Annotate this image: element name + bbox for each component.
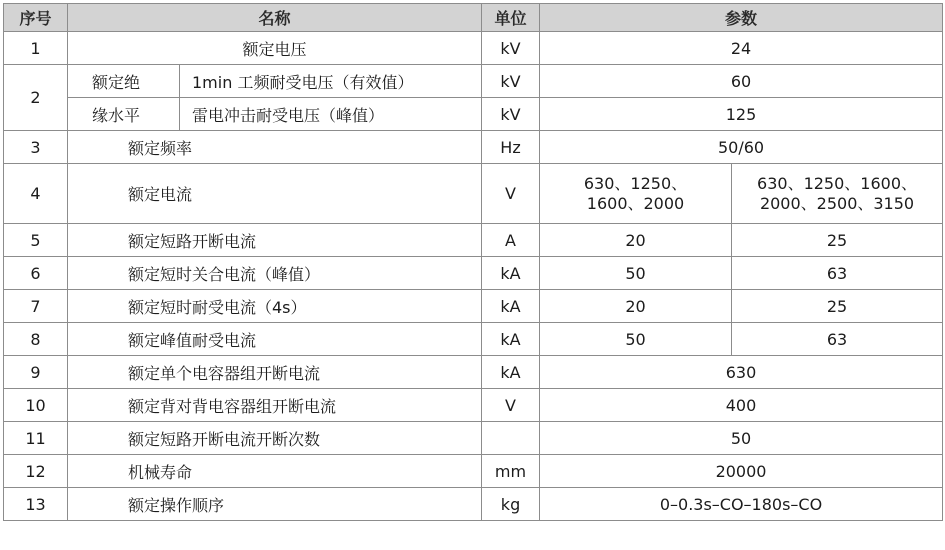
row-unit: V — [482, 164, 540, 224]
row-value: 125 — [540, 98, 943, 131]
row-name: 机械寿命 — [68, 455, 482, 488]
row-unit: Hz — [482, 131, 540, 164]
row-name: 额定单个电容器组开断电流 — [68, 356, 482, 389]
row-subname: 1min 工频耐受电压（有效值） — [180, 65, 482, 98]
row-no: 13 — [4, 488, 68, 521]
row-unit: A — [482, 224, 540, 257]
row-unit: kA — [482, 356, 540, 389]
row-value: 20000 — [540, 455, 943, 488]
table-row — [4, 488, 943, 521]
row-unit: mm — [482, 455, 540, 488]
row-group-label-line2: 缘水平 — [68, 98, 180, 131]
table-row — [4, 455, 943, 488]
row-unit: kV — [482, 65, 540, 98]
row-no: 6 — [4, 257, 68, 290]
header-params: 参数 — [540, 4, 943, 32]
header-no: 序号 — [4, 4, 68, 32]
table-row — [4, 65, 943, 98]
row-value-a: 20 — [540, 290, 732, 323]
row-value-a: 630、1250、 1600、2000 — [540, 164, 732, 224]
row-value: 0–0.3s–CO–180s–CO — [540, 488, 943, 521]
row-unit: kA — [482, 257, 540, 290]
row-name: 额定电流 — [68, 164, 482, 224]
row-unit: kg — [482, 488, 540, 521]
row-unit: kA — [482, 290, 540, 323]
row-name: 额定操作顺序 — [68, 488, 482, 521]
table-row — [4, 98, 943, 131]
row-value-b: 630、1250、1600、 2000、2500、3150 — [732, 164, 943, 224]
table-row — [4, 32, 943, 65]
row-group-label-line1: 额定绝 — [68, 65, 180, 98]
row-value-b: 63 — [732, 257, 943, 290]
row-value: 400 — [540, 389, 943, 422]
row-no: 5 — [4, 224, 68, 257]
row-unit: kV — [482, 98, 540, 131]
row-value: 50 — [540, 422, 943, 455]
table-row — [4, 356, 943, 389]
header-name: 名称 — [68, 4, 482, 32]
row-no: 12 — [4, 455, 68, 488]
row-no: 3 — [4, 131, 68, 164]
row-value: 24 — [540, 32, 943, 65]
row-name: 额定短路开断电流开断次数 — [68, 422, 482, 455]
row-name: 额定短时耐受电流（4s） — [68, 290, 482, 323]
table-row — [4, 164, 943, 224]
row-value: 60 — [540, 65, 943, 98]
row-no: 11 — [4, 422, 68, 455]
table-row — [4, 257, 943, 290]
row-no: 10 — [4, 389, 68, 422]
row-no: 7 — [4, 290, 68, 323]
row-unit — [482, 422, 540, 455]
table-row — [4, 389, 943, 422]
header-row — [4, 4, 943, 32]
row-name: 额定背对背电容器组开断电流 — [68, 389, 482, 422]
row-no: 2 — [4, 65, 68, 131]
table-row — [4, 131, 943, 164]
row-value-b: 25 — [732, 290, 943, 323]
row-value: 50/60 — [540, 131, 943, 164]
row-value: 630 — [540, 356, 943, 389]
row-name: 额定短路开断电流 — [68, 224, 482, 257]
row-value-a: 20 — [540, 224, 732, 257]
header-unit: 单位 — [482, 4, 540, 32]
row-no: 8 — [4, 323, 68, 356]
row-no: 1 — [4, 32, 68, 65]
row-unit: V — [482, 389, 540, 422]
table-row — [4, 224, 943, 257]
row-name: 额定峰值耐受电流 — [68, 323, 482, 356]
row-value-a: 50 — [540, 323, 732, 356]
row-name: 额定频率 — [68, 131, 482, 164]
row-name: 额定电压 — [68, 32, 482, 65]
table-row — [4, 323, 943, 356]
row-unit: kA — [482, 323, 540, 356]
parameters-table — [3, 3, 943, 521]
row-value-a: 50 — [540, 257, 732, 290]
table-row — [4, 290, 943, 323]
row-unit: kV — [482, 32, 540, 65]
row-subname: 雷电冲击耐受电压（峰值） — [180, 98, 482, 131]
row-value-b: 25 — [732, 224, 943, 257]
row-no: 9 — [4, 356, 68, 389]
row-no: 4 — [4, 164, 68, 224]
row-name: 额定短时关合电流（峰值） — [68, 257, 482, 290]
row-value-b: 63 — [732, 323, 943, 356]
table-row — [4, 422, 943, 455]
